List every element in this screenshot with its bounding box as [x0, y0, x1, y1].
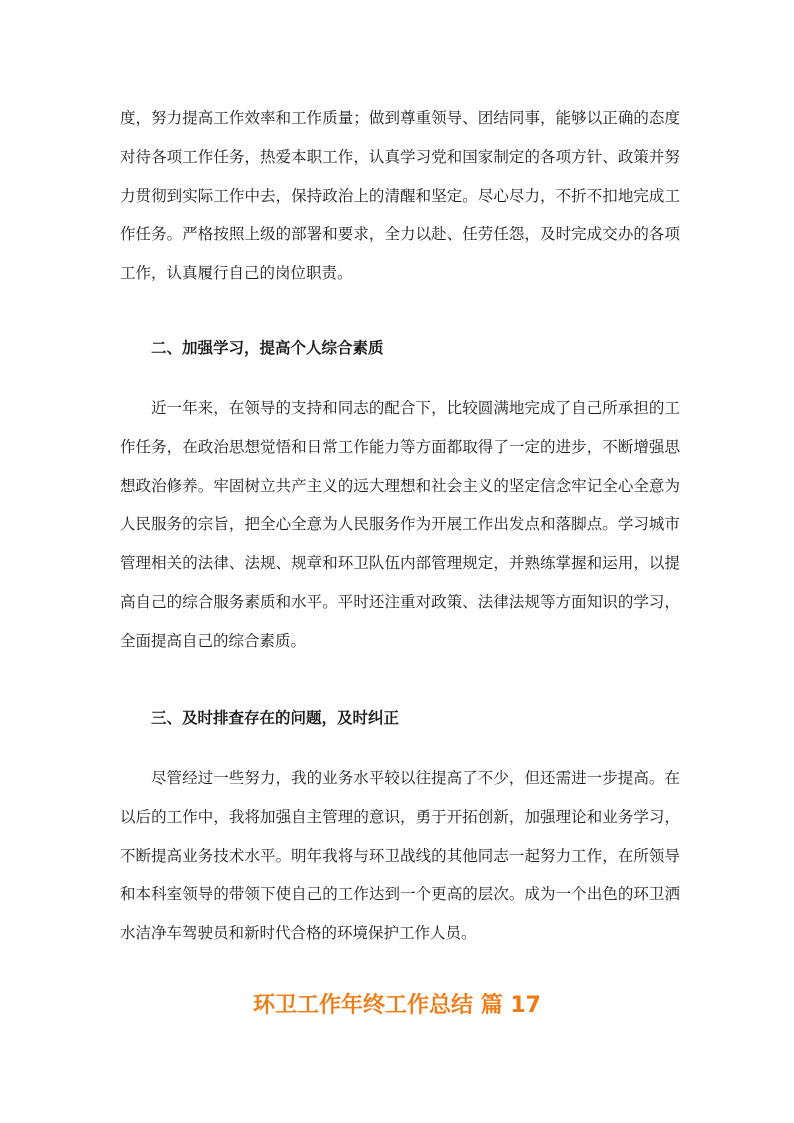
next-document-title: 环卫工作年终工作总结 篇 17: [253, 993, 541, 1018]
body-paragraph-2: 近一年来，在领导的支持和同志的配合下，比较圆满地完成了自己所承担的工作任务，在政治思想觉悟和日常工作能力等方面都取得了一定的进步，不断增强思想政治修养。牢固树立共产主义的远大理想和社会主义的坚定信念牢记全心全意为人民服务的宗旨，把全心全意为人民服务作为开展工作出发点和落脚点。学习城市管理相关的法律、法规、规章和环卫队伍内部管理规定，并熟练掌握和运用，以提高自己的综合服务素质和水平。平时还注重对政策、法律法规等方面知识的学习，全面提高自己的综合素质。: [120, 399, 680, 650]
body-paragraph-1: 度，努力提高工作效率和工作质量；做到尊重领导、团结同事，能够以正确的态度对待各项工作任务，热爱本职工作，认真学习党和国家制定的各项方针、政策并努力贯彻到实际工作中去，保持政治上的清醒和坚定。尽心尽力，不折不扣地完成工作任务。严格按照上级的部署和要求，全力以赴、任劳任怨，及时完成交办的各项工作，认真履行自己的岗位职责。: [120, 109, 680, 283]
body-paragraph-3: 尽管经过一些努力，我的业务水平较以往提高了不少，但还需进一步提高。在以后的工作中，我将加强自主管理的意识，勇于开拓创新，加强理论和业务学习，不断提高业务技术水平。明年我将与环卫战线的其他同志一起努力工作，在所领导和本科室领导的带领下使自己的工作达到一个更高的层次。成为一个出色的环卫洒水洁净车驾驶员和新时代合格的环境保护工作人员。: [120, 769, 680, 943]
section-heading-3: 三、及时排查存在的问题，及时纠正: [151, 709, 400, 727]
section-heading-2: 二、加强学习，提高个人综合素质: [151, 339, 384, 357]
